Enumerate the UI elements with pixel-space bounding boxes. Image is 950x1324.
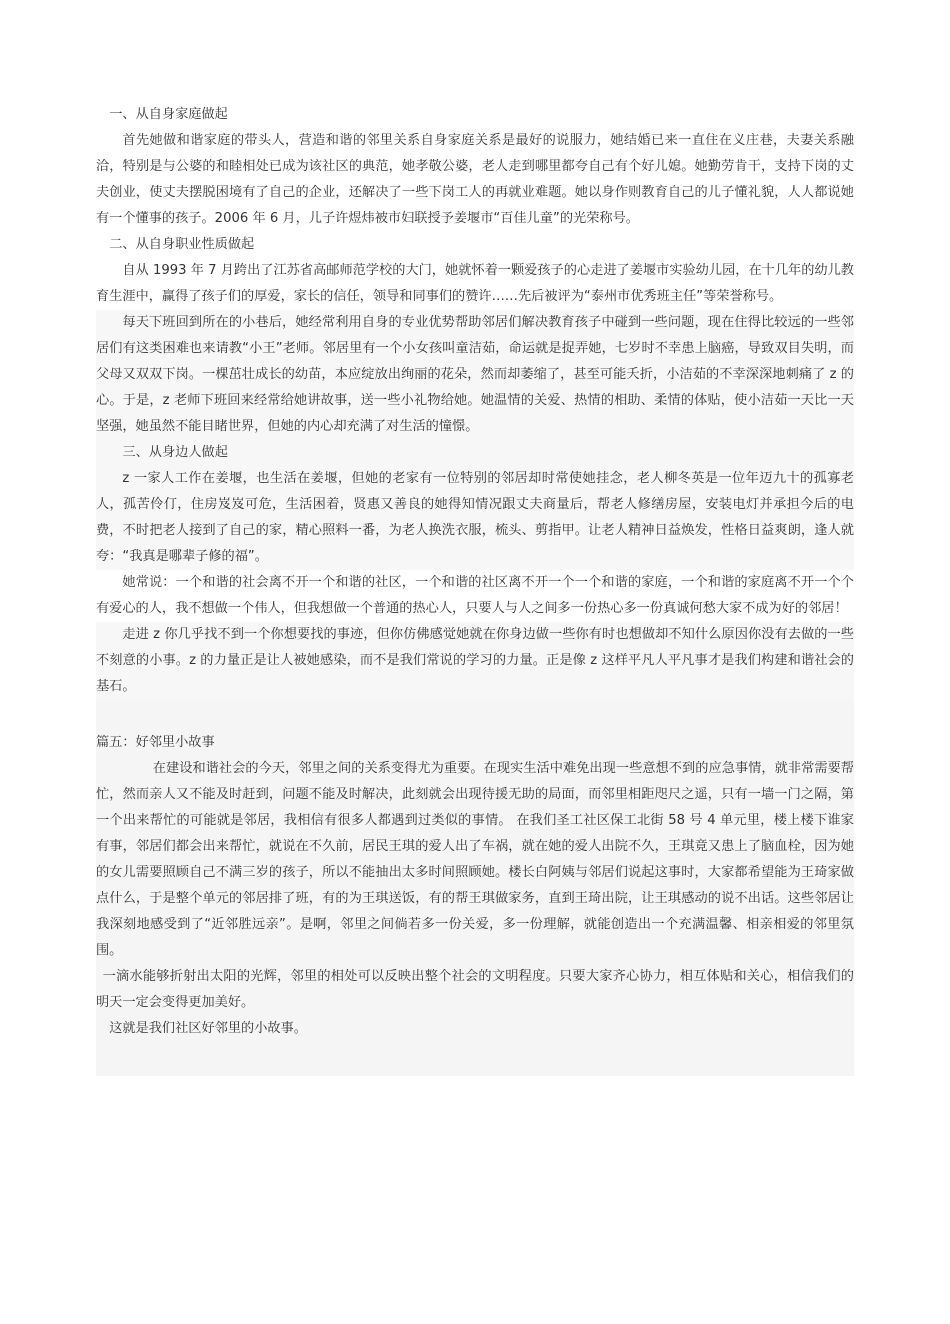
paragraph-elderly-neighbor: z 一家人工作在姜堰，也生活在姜堰，但她的老家有一位特别的邻居却时常使她挂念，老人柳冬英是一位年迈九十的孤寡老人，孤苦伶仃，住房岌岌可危，生活困着，贤惠又善良的她得知情况跟丈夫商量后，帮老人修缮房屋，安装电灯并承担今后的电费，不时把老人接到了自己的家，精心照料一番，为老人换洗衣服，梳头、剪指甲。让老人精神日益焕发，性格日益爽朗，逢人就夸：“我真是哪辈子修的福”。	[96, 466, 854, 570]
paragraph-career: 自从 1993 年 7 月跨出了江苏省高邮师范学校的大门，她就怀着一颗爱孩子的心走进了姜堰市实验幼儿园，在十几年的幼儿教育生涯中，赢得了孩子们的厚爱，家长的信任，领导和同事们的赞许……先后被评为“泰州市优秀班主任”等荣誉称号。	[96, 263, 854, 304]
section-good-neighbor-story	[96, 700, 854, 1076]
document-page	[96, 102, 854, 1076]
paragraph-ending: 这就是我们社区好邻里的小故事。	[109, 1021, 307, 1036]
paragraph-harmony-quote: 她常说：一个和谐的社会离不开一个和谐的社区，一个和谐的社区离不开一个一个和谐的家庭，一个和谐的家庭离不开一个个有爱心的人，我不想做一个伟人，但我想做一个普通的热心人，只要人与人之间多一份热心多一份真诚何愁大家不成为好的邻居！	[96, 575, 854, 616]
heading-profession: 二、从自身职业性质做起	[109, 237, 255, 252]
heading-people-around: 三、从身边人做起	[96, 440, 854, 466]
paragraph-reflection: 一滴水能够折射出太阳的光辉，邻里的相处可以反映出整个社会的文明程度。只要大家齐心协力，相互体贴和关心，相信我们的明天一定会变得更加美好。	[96, 969, 854, 1010]
heading-family: 一、从自身家庭做起	[109, 107, 228, 122]
paragraph-conclusion: 走进 z 你几乎找不到一个你想要找的事迹，但你仿佛感觉她就在你身边做一些你有时也想做却不知什么原因你没有去做的一些不刻意的小事。z 的力量正是让人被她感染，而不是我们常说的学习的力量。正是像 z 这样平凡人平凡事才是我们构建和谐社会的基石。	[96, 622, 854, 700]
paragraph-neighbors-help: 每天下班回到所在的小巷后，她经常利用自身的专业优势帮助邻居们解决教育孩子中碰到一些问题，现在住得比较远的一些邻居们有这类困难也来请教“小王”老师。邻居里有一个小女孩叫童洁茹，命运就是捉弄她，七岁时不幸患上脑癌，导致双目失明，而父母又双双下岗。一棵茁壮成长的幼苗，本应绽放出绚丽的花朵，然而却萎缩了，甚至可能夭折，小洁茹的不幸深深地刺痛了 z 的心。于是，z 老师下班回来经常给她讲故事，送一些小礼物给她。她温情的关爱、热情的相助、柔情的体贴，使小洁茹一天比一天坚强，她虽然不能目睹世界，但她的内心却充满了对生活的憧憬。	[96, 310, 854, 440]
section-title: 篇五：好邻里小故事	[96, 735, 215, 750]
paragraph-story: 在建设和谐社会的今天，邻里之间的关系变得尤为重要。在现实生活中难免出现一些意想不到的应急事情，就非常需要帮忙，然而亲人又不能及时赶到，问题不能及时解决，此刻就会出现待援无助的局面，而邻里相距咫尺之遥，只有一墙一门之隔，第一个出来帮忙的可能就是邻居，我相信有很多人都遇到过类似的事情。 在我们圣工社区保工北街 58 号 4 单元里，楼上楼下谁家有事，邻居们都会出来帮忙，就说在不久前，居民王琪的爱人出了车祸，就在她的爱人出院不久，王琪竟又患上了脑血栓，因为她的女儿需要照顾自己不满三岁的孩子，所以不能抽出太多时间照顾她。楼长白阿姨与邻居们说起这事时，大家都希望能为王琦家做点什么，于是整个单元的邻居排了班，有的为王琪送饭，有的帮王琪做家务，直到王琦出院，让王琪感动的说不出话。这些邻居让我深刻地感受到了“近邻胜远亲”。是啊，邻里之间倘若多一份关爱，多一份理解，就能创造出一个充满温馨、相亲相爱的邻里氛围。	[96, 761, 854, 958]
paragraph-family: 首先她做和谐家庭的带头人，营造和谐的邻里关系自身家庭关系是最好的说服力，她结婚已来一直住在义庄巷，夫妻关系融洽，特别是与公婆的和睦相处已成为该社区的典范，她孝敬公婆，老人走到哪里都夸自己有个好儿媳。她勤劳肯干，支持下岗的丈夫创业，使丈夫摆脱困境有了自己的企业，还解决了一些下岗工人的再就业难题。她以身作则教育自己的儿子懂礼貌，人人都说她有一个懂事的孩子。2006 年 6 月，儿子许煜炜被市妇联授予姜堰市“百佳儿童”的光荣称号。	[96, 133, 854, 226]
